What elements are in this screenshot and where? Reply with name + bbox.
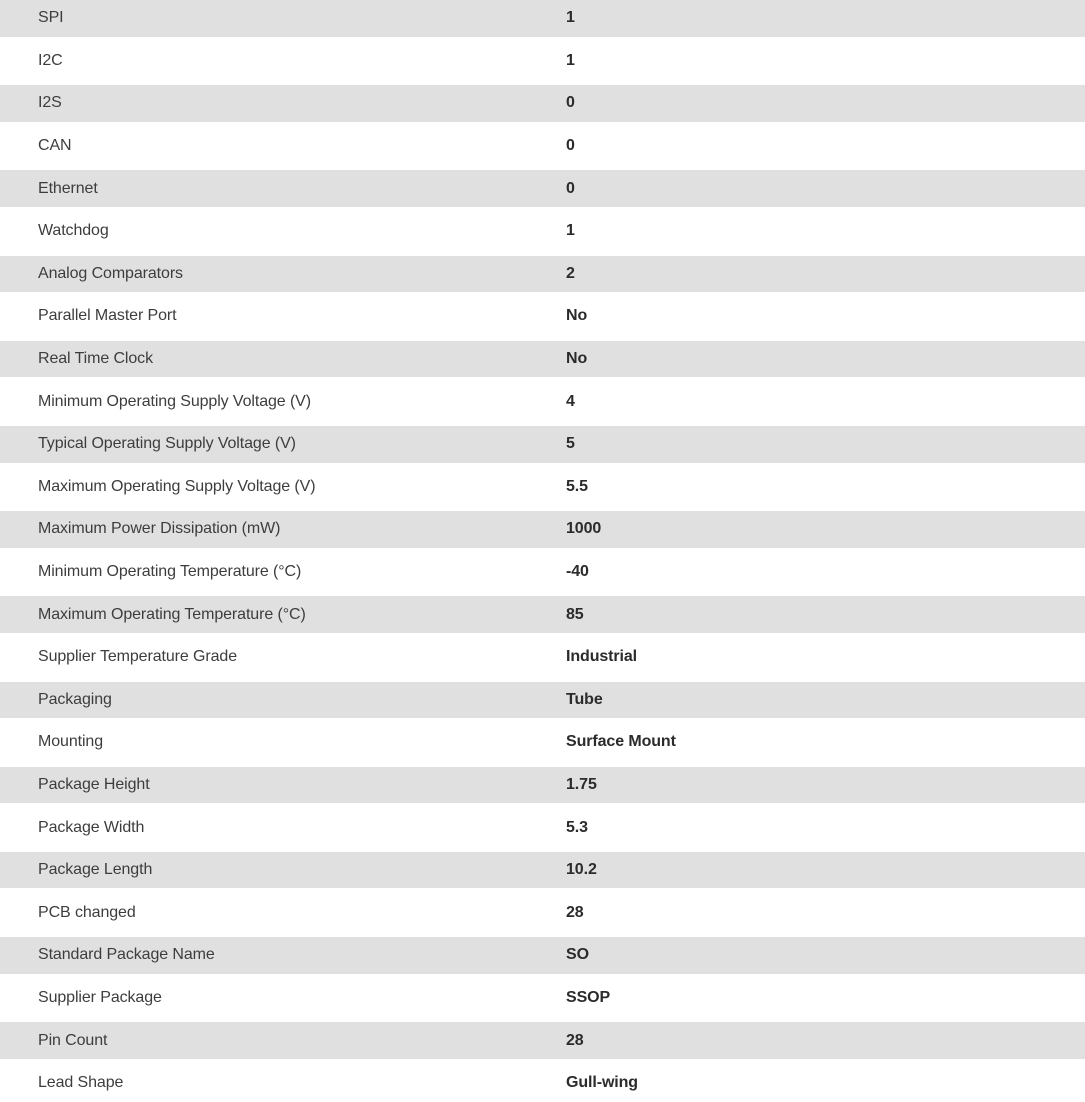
spec-label: Lead Shape	[38, 1074, 124, 1092]
spec-value: Gull-wing	[566, 1074, 638, 1092]
spec-label: SPI	[38, 9, 64, 27]
spec-label: Package Width	[38, 818, 145, 836]
spec-row	[0, 894, 1085, 937]
spec-label: Standard Package Name	[38, 946, 215, 964]
spec-value: 5.5	[566, 477, 588, 495]
spec-label: Minimum Operating Supply Voltage (V)	[38, 392, 311, 410]
spec-value: 10.2	[566, 861, 597, 879]
spec-row	[0, 639, 1085, 682]
spec-label: Typical Operating Supply Voltage (V)	[38, 435, 296, 453]
spec-row	[0, 937, 1085, 980]
spec-row	[0, 128, 1085, 171]
spec-value: No	[566, 350, 588, 368]
spec-row	[0, 767, 1085, 810]
spec-label: Supplier Temperature Grade	[38, 648, 237, 666]
spec-label: Package Height	[38, 775, 150, 793]
spec-value: 1	[566, 222, 575, 240]
spec-row	[0, 980, 1085, 1023]
spec-label: PCB changed	[38, 903, 136, 921]
spec-value: -40	[566, 563, 589, 581]
spec-value: 0	[566, 94, 575, 112]
spec-value: Industrial	[566, 648, 638, 666]
spec-value: 1.75	[566, 775, 597, 793]
spec-row	[0, 1022, 1085, 1065]
spec-value: 1000	[566, 520, 602, 538]
spec-row	[0, 341, 1085, 384]
spec-value: SO	[566, 946, 589, 964]
spec-row	[0, 43, 1085, 86]
spec-row	[0, 596, 1085, 639]
spec-value: Surface Mount	[566, 733, 676, 751]
spec-value: 28	[566, 903, 584, 921]
spec-row	[0, 554, 1085, 597]
spec-value: 1	[566, 9, 575, 27]
spec-label: Mounting	[38, 733, 104, 751]
spec-value: 0	[566, 179, 575, 197]
spec-label: Maximum Power Dissipation (mW)	[38, 520, 281, 538]
spec-label: Analog Comparators	[38, 264, 183, 282]
spec-row	[0, 298, 1085, 341]
spec-label: I2S	[38, 94, 62, 112]
spec-row	[0, 724, 1085, 767]
spec-value: Tube	[566, 690, 603, 708]
spec-label: I2C	[38, 51, 63, 69]
spec-value: 85	[566, 605, 584, 623]
spec-label: Real Time Clock	[38, 350, 153, 368]
spec-row	[0, 469, 1085, 512]
spec-label: Package Length	[38, 861, 153, 879]
spec-value: 2	[566, 264, 575, 282]
spec-row	[0, 682, 1085, 725]
spec-label: Packaging	[38, 690, 112, 708]
spec-row	[0, 1065, 1085, 1102]
spec-label: Minimum Operating Temperature (°C)	[38, 563, 302, 581]
spec-row	[0, 170, 1085, 213]
spec-value: 28	[566, 1031, 584, 1049]
spec-label: Pin Count	[38, 1031, 108, 1049]
spec-row	[0, 0, 1085, 43]
spec-label: Parallel Master Port	[38, 307, 177, 325]
spec-row	[0, 256, 1085, 299]
spec-row	[0, 511, 1085, 554]
spec-value: No	[566, 307, 588, 325]
spec-value: 5.3	[566, 818, 588, 836]
spec-label: CAN	[38, 137, 72, 155]
spec-row	[0, 852, 1085, 895]
spec-row	[0, 809, 1085, 852]
spec-label: Supplier Package	[38, 988, 162, 1006]
spec-row	[0, 426, 1085, 469]
spec-value: SSOP	[566, 988, 611, 1006]
spec-value: 4	[566, 392, 575, 410]
spec-row	[0, 383, 1085, 426]
spec-row	[0, 85, 1085, 128]
spec-value: 5	[566, 435, 575, 453]
spec-row	[0, 213, 1085, 256]
spec-label: Maximum Operating Supply Voltage (V)	[38, 477, 316, 495]
spec-label: Watchdog	[38, 222, 109, 240]
spec-label: Ethernet	[38, 179, 98, 197]
spec-value: 1	[566, 51, 575, 69]
spec-value: 0	[566, 137, 575, 155]
spec-label: Maximum Operating Temperature (°C)	[38, 605, 306, 623]
